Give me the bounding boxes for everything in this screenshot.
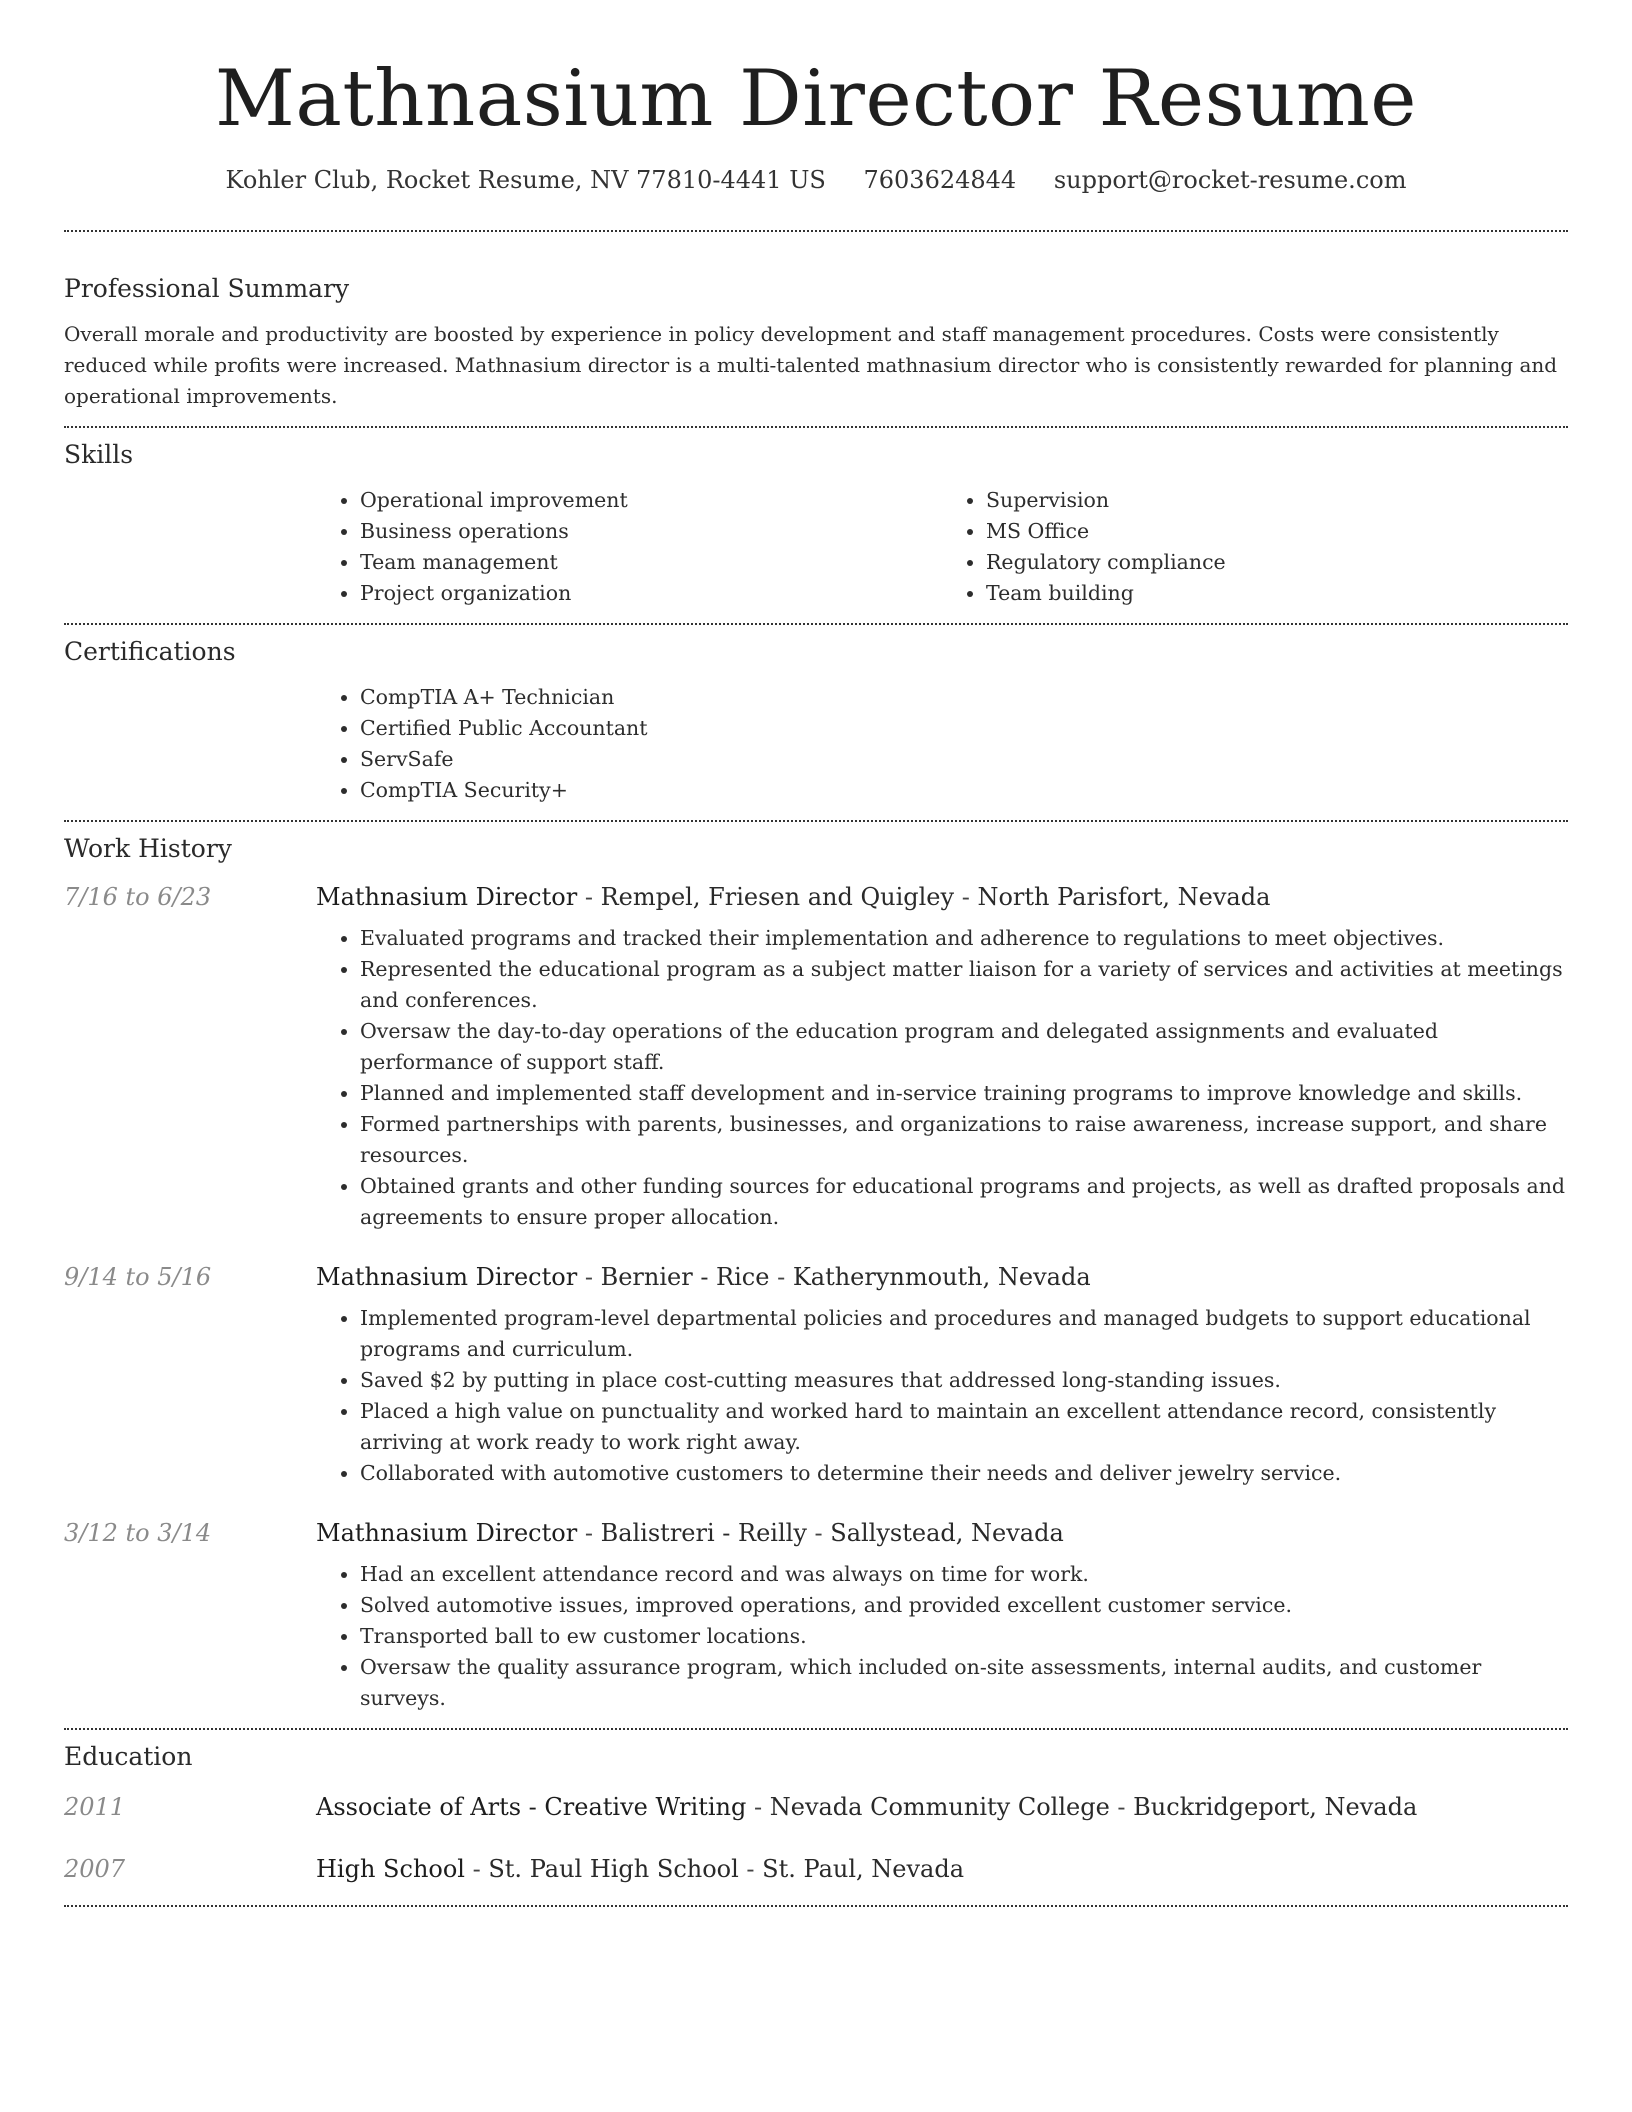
education-school: St. Paul High School xyxy=(488,1855,739,1883)
job-title: Mathnasium Director xyxy=(316,1519,578,1547)
education-degree: High School xyxy=(316,1855,465,1883)
job-header xyxy=(64,883,1568,911)
email: support@rocket-resume.com xyxy=(1053,166,1407,194)
divider xyxy=(64,426,1568,428)
job-bullets xyxy=(316,1303,1568,1489)
job-bullets xyxy=(316,1559,1568,1714)
job-heading: Mathnasium Director - Rempel, Friesen and Quigley - North Parisfort, Nevada xyxy=(316,883,1271,911)
skills-list xyxy=(316,485,1568,609)
job-bullet: • Transported ball to ew customer locations. xyxy=(360,1621,1568,1652)
certifications-list xyxy=(316,682,1568,806)
job-bullet: • Formed partnerships with parents, businesses, and organizations to raise awareness, increase support, and share resources. xyxy=(360,1109,1568,1171)
education-year: 2007 xyxy=(64,1855,126,1883)
contact-line xyxy=(64,166,1568,194)
job-entry xyxy=(64,883,1568,1233)
work-history-section xyxy=(64,834,1568,1714)
job-location: Sallystead, Nevada xyxy=(830,1519,1064,1547)
skills-heading: Skills xyxy=(64,440,134,469)
divider xyxy=(64,230,1568,232)
skill-item: • Team building xyxy=(986,578,1568,609)
skills-section xyxy=(64,440,1568,609)
certification-item: • CompTIA A+ Technician xyxy=(360,682,1568,713)
certification-item: • Certified Public Accountant xyxy=(360,713,1568,744)
summary-section xyxy=(64,274,1568,412)
job-heading: Mathnasium Director - Bernier - Rice - Katherynmouth, Nevada xyxy=(316,1263,1091,1291)
skills-column-left xyxy=(316,485,942,609)
job-company: Balistreri - Reilly xyxy=(600,1519,807,1547)
skill-item: • Project organization xyxy=(360,578,942,609)
phone: 7603624844 xyxy=(863,166,1017,194)
divider xyxy=(64,1728,1568,1730)
skill-item: • Team management xyxy=(360,547,942,578)
job-bullet: • Solved automotive issues, improved operations, and provided excellent customer service. xyxy=(360,1590,1568,1621)
job-entry xyxy=(64,1263,1568,1489)
divider xyxy=(64,623,1568,625)
skill-item: • Business operations xyxy=(360,516,942,547)
job-bullet: • Implemented program-level departmental policies and procedures and managed budgets to support educational programs and curriculum. xyxy=(360,1303,1568,1365)
certifications-heading: Certifications xyxy=(64,637,236,666)
job-bullets xyxy=(316,923,1568,1233)
education-degree: Associate of Arts - Creative Writing xyxy=(316,1793,747,1821)
certification-item: • ServSafe xyxy=(360,744,1568,775)
job-bullet: • Collaborated with automotive customers to determine their needs and deliver jewelry service. xyxy=(360,1458,1568,1489)
job-title: Mathnasium Director xyxy=(316,883,578,911)
job-header xyxy=(64,1263,1568,1291)
job-dates: 7/16 to 6/23 xyxy=(64,883,212,911)
work-history-heading: Work History xyxy=(64,834,232,863)
education-heading: Education xyxy=(64,1742,193,1771)
job-bullet: • Evaluated programs and tracked their implementation and adherence to regulations to meet objectives. xyxy=(360,923,1568,954)
summary-text: Overall morale and productivity are boosted by experience in policy development and staff management procedures. Costs were consistently reduced while profits were increased. Mathnasium director is a multi-talented mathnasium director who is consistently rewarded for planning and operational improvements. xyxy=(64,322,1558,408)
education-section xyxy=(64,1742,1568,1883)
education-heading-line: High School - St. Paul High School - St. Paul, Nevada xyxy=(316,1855,965,1883)
education-entry xyxy=(64,1793,1568,1821)
job-bullet: • Oversaw the day-to-day operations of the education program and delegated assignments and evaluated performance of support staff. xyxy=(360,1016,1568,1078)
education-location: St. Paul, Nevada xyxy=(762,1855,965,1883)
skill-item: • Operational improvement xyxy=(360,485,942,516)
certification-item: • CompTIA Security+ xyxy=(360,775,1568,806)
education-entry xyxy=(64,1855,1568,1883)
job-company: Bernier - Rice xyxy=(600,1263,770,1291)
job-dates: 9/14 to 5/16 xyxy=(64,1263,212,1291)
job-bullet: • Represented the educational program as a subject matter liaison for a variety of services and activities at meetings and conferences. xyxy=(360,954,1568,1016)
job-bullet: • Obtained grants and other funding sources for educational programs and projects, as well as drafted proposals and agreements to ensure proper allocation. xyxy=(360,1171,1568,1233)
certifications-section xyxy=(64,637,1568,806)
skill-item: • Supervision xyxy=(986,485,1568,516)
job-location: Katherynmouth, Nevada xyxy=(792,1263,1091,1291)
education-year: 2011 xyxy=(64,1793,126,1821)
skills-column-right xyxy=(942,485,1568,609)
skill-item: • Regulatory compliance xyxy=(986,547,1568,578)
job-header xyxy=(64,1519,1568,1547)
education-heading-line: Associate of Arts - Creative Writing - Nevada Community College - Buckridgeport, Nevada xyxy=(316,1793,1418,1821)
job-bullet: • Saved $2 by putting in place cost-cutting measures that addressed long-standing issues. xyxy=(360,1365,1568,1396)
address: Kohler Club, Rocket Resume, NV 77810-4441 US xyxy=(225,166,826,194)
divider xyxy=(64,1905,1568,1907)
summary-heading: Professional Summary xyxy=(64,274,350,303)
job-bullet: • Planned and implemented staff development and in-service training programs to improve knowledge and skills. xyxy=(360,1078,1568,1109)
job-company: Rempel, Friesen and Quigley xyxy=(600,883,955,911)
job-location: North Parisfort, Nevada xyxy=(977,883,1271,911)
job-heading: Mathnasium Director - Balistreri - Reilly - Sallystead, Nevada xyxy=(316,1519,1064,1547)
education-school: Nevada Community College xyxy=(769,1793,1110,1821)
education-location: Buckridgeport, Nevada xyxy=(1133,1793,1418,1821)
skill-item: • MS Office xyxy=(986,516,1568,547)
job-bullet: • Placed a high value on punctuality and worked hard to maintain an excellent attendance record, consistently arriving at work ready to work right away. xyxy=(360,1396,1568,1458)
page-title: Mathnasium Director Resume xyxy=(215,54,1417,144)
job-title: Mathnasium Director xyxy=(316,1263,578,1291)
job-entry xyxy=(64,1519,1568,1714)
job-bullet: • Had an excellent attendance record and was always on time for work. xyxy=(360,1559,1568,1590)
job-dates: 3/12 to 3/14 xyxy=(64,1519,212,1547)
job-bullet: • Oversaw the quality assurance program, which included on-site assessments, internal audits, and customer surveys. xyxy=(360,1652,1568,1714)
divider xyxy=(64,820,1568,822)
